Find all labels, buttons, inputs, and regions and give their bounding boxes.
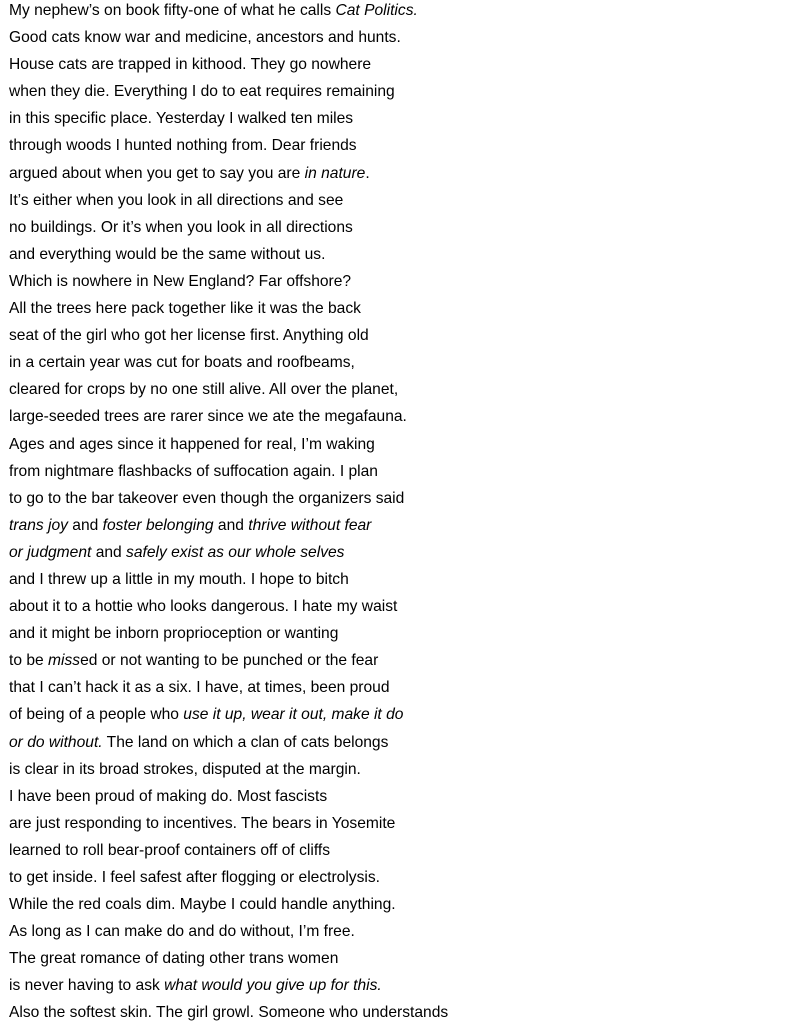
poem-line (9, 840, 448, 867)
poem-line (9, 406, 448, 433)
poem-line (9, 325, 448, 352)
poem-line-segment: and (67, 516, 103, 534)
poem-line (9, 352, 448, 379)
poem-line-segment: in this specific place. Yesterday I walked ten miles (9, 110, 354, 128)
poem-line (9, 108, 448, 135)
poem-line-segment: Good cats know war and medicine, ancestors and hunts. (9, 29, 401, 47)
poem-line (9, 569, 448, 596)
poem-line-segment: to get inside. I feel safest after flogging or electrolysis. (9, 869, 380, 886)
poem-line (9, 542, 448, 569)
poem-line-italic-segment: use it up, wear it out, make it do (183, 706, 404, 724)
poem-line-segment: All the trees here pack together like it was the back (9, 300, 361, 318)
poem-line-segment: While the red coals dim. Maybe I could handle anything. (9, 896, 396, 914)
poem-line-segment: that I can’t hack it as a six. I have, at times, been proud (9, 679, 390, 697)
poem-line-segment: in a certain year was cut for boats and roofbeams, (9, 354, 355, 372)
poem-line (9, 1002, 448, 1029)
poem-line (9, 867, 448, 894)
poem-line (9, 271, 448, 298)
poem-line-segment: . (365, 164, 370, 182)
poem-line (9, 515, 448, 542)
poem-line-segment: As long as I can make do and do without, I’m free. (9, 923, 355, 941)
poem-line (9, 623, 448, 650)
poem-line-italic-segment: or judgment (9, 543, 92, 561)
poem-line-segment: and (91, 543, 127, 561)
poem-line-segment: are just responding to incentives. The bears in Yosemite (9, 814, 396, 832)
poem-line-segment: Also the softest skin. The girl growl. Someone who understands (9, 1004, 449, 1022)
poem-line-italic-segment: Cat Politics. (335, 2, 418, 19)
poem-line-segment: when they die. Everything I do to eat requires remaining (9, 83, 395, 101)
poem-line (9, 81, 448, 108)
poem-line-segment: argued about when you get to say you are (9, 164, 305, 182)
poem-line-italic-segment: trans joy (9, 516, 68, 534)
poem-line (9, 190, 448, 217)
poem-line (9, 54, 448, 81)
poem-line (9, 704, 448, 731)
poem-line (9, 894, 448, 921)
poem-line (9, 434, 448, 461)
poem-line-italic-segment: thrive without fear (248, 516, 372, 534)
poem-line (9, 650, 448, 677)
poem-line (9, 244, 448, 271)
poem-line-segment: and I threw up a little in my mouth. I hope to bitch (9, 570, 349, 588)
poem-line-segment: to go to the bar takeover even though the organizers said (9, 489, 405, 507)
poem-text-block (9, 0, 448, 1030)
poem-line (9, 135, 448, 162)
poem-line-segment: of being of a people who (9, 706, 184, 724)
poem-line (9, 813, 448, 840)
poem-line (9, 677, 448, 704)
poem-line-segment: is clear in its broad strokes, disputed at the margin. (9, 760, 361, 778)
poem-line (9, 27, 448, 54)
poem-line-italic-segment: or do without. (9, 733, 103, 751)
poem-line-segment: no buildings. Or it’s when you look in all directions (9, 218, 353, 236)
poem-line-italic-segment: safely exist as our whole selves (126, 543, 345, 561)
poem-line-segment: Which is nowhere in New England? Far offshore? (9, 272, 352, 290)
poem-line (9, 732, 448, 759)
poem-line (9, 217, 448, 244)
poem-line-segment: The land on which a clan of cats belongs (102, 733, 389, 751)
poem-line (9, 596, 448, 623)
poem-line-segment: House cats are trapped in kithood. They go nowhere (9, 56, 372, 74)
poem-line-segment: and it might be inborn proprioception or wanting (9, 625, 339, 643)
poem-line-italic-segment: in nature (304, 164, 366, 182)
poem-line-segment: It’s either when you look in all directions and see (9, 191, 344, 209)
poem-line (9, 461, 448, 488)
poem-line-segment: about it to a hottie who looks dangerous. I hate my waist (9, 598, 398, 616)
poem-line-italic-segment: what would you give up for this. (164, 977, 382, 995)
poem-line-segment: from nightmare flashbacks of suffocation again. I plan (9, 462, 378, 480)
poem-line-segment: cleared for crops by no one still alive. All over the planet, (9, 381, 399, 399)
poem-line-italic-segment: miss (48, 652, 81, 670)
poem-line (9, 488, 448, 515)
poem-line-segment: and (213, 516, 249, 534)
poem-line (9, 298, 448, 325)
poem-line (9, 163, 448, 190)
poem-line-segment: and everything would be the same without us. (9, 245, 326, 263)
poem-line-segment: learned to roll bear-proof containers off of cliffs (9, 841, 331, 859)
poem-line (9, 921, 448, 948)
poem-line (9, 975, 448, 1002)
poem-line (9, 786, 448, 813)
poem-line-segment: through woods I hunted nothing from. Dear friends (9, 137, 357, 155)
poem-line (9, 948, 448, 975)
poem-line-segment: Ages and ages since it happened for real, I’m waking (9, 435, 375, 453)
poem-line (9, 379, 448, 406)
poem-line (9, 0, 448, 27)
poem-line (9, 759, 448, 786)
poem-line-italic-segment: foster belonging (102, 516, 214, 534)
poem-line-segment: is never having to ask (9, 977, 165, 995)
poem-line-segment: I have been proud of making do. Most fascists (9, 787, 328, 805)
poem-line-segment: to be (9, 652, 49, 670)
poem-line-segment: My nephew’s on book fifty-one of what he calls (9, 2, 336, 19)
poem-line-segment: seat of the girl who got her license first. Anything old (9, 327, 369, 345)
poem-line-segment: ed or not wanting to be punched or the fear (80, 652, 379, 670)
poem-line-segment: large-seeded trees are rarer since we ate the megafauna. (9, 408, 407, 426)
poem-line-segment: The great romance of dating other trans women (9, 950, 339, 968)
